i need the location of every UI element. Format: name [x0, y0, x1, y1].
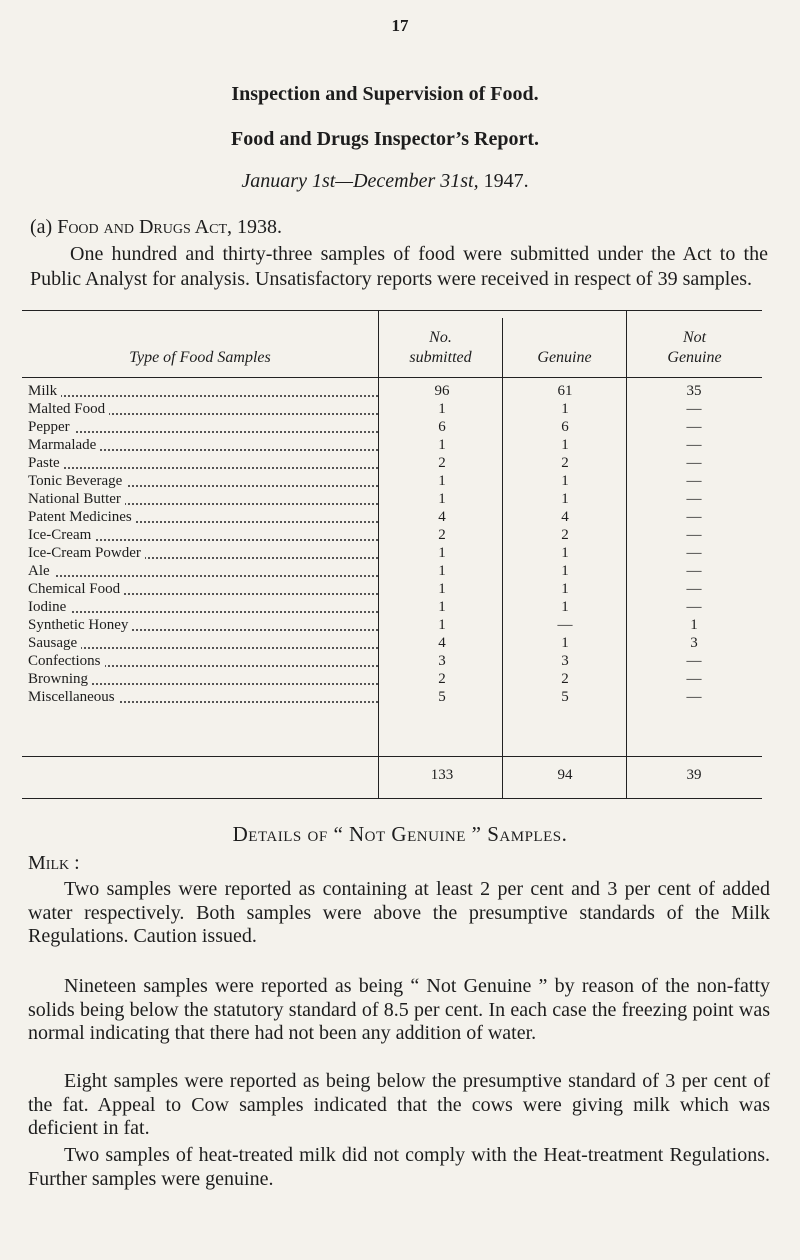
- table-row: [22, 473, 762, 490]
- table-bottom-rule: [22, 798, 762, 799]
- cell-submitted: 1: [438, 545, 446, 561]
- table-row: [22, 599, 762, 616]
- cell-type: [28, 419, 378, 436]
- cell-genuine: 61: [557, 383, 573, 399]
- cell-type: [28, 509, 378, 526]
- cell-genuine: 3: [561, 653, 569, 669]
- cell-type: [28, 545, 378, 562]
- cell-type: [28, 581, 378, 598]
- type-label: National Butter: [28, 491, 125, 507]
- cell-not-genuine: —: [686, 581, 702, 597]
- cell-submitted: 6: [438, 419, 446, 435]
- cell-submitted: 2: [438, 527, 446, 543]
- table-row: [22, 437, 762, 454]
- cell-not-genuine: —: [686, 509, 702, 525]
- table-row: [22, 491, 762, 508]
- milk-heading: Milk :: [28, 852, 80, 874]
- header-genuine: Genuine: [537, 349, 592, 366]
- table-row: [22, 383, 762, 400]
- cell-not-genuine: 35: [686, 383, 702, 399]
- cell-submitted: 1: [438, 581, 446, 597]
- cell-type: [28, 635, 378, 652]
- header-not-genuine-line2: Genuine: [667, 349, 722, 366]
- report-title: Food and Drugs Inspector’s Report.: [231, 128, 539, 150]
- cell-not-genuine: —: [686, 563, 702, 579]
- table-row: [22, 653, 762, 670]
- cell-submitted: 2: [438, 671, 446, 687]
- total-submitted: 133: [430, 767, 454, 783]
- cell-genuine: 2: [561, 671, 569, 687]
- cell-not-genuine: —: [686, 671, 702, 687]
- type-label: Malted Food: [28, 401, 109, 417]
- cell-type: [28, 653, 378, 670]
- cell-submitted: 5: [438, 689, 446, 705]
- table-row: [22, 545, 762, 562]
- milk-paragraph-2: Nineteen samples were reported as being “ Not Genuine ” by reason of the non-fatty solids being below the statutory standard of 8.5 per cent. In each case the freezing point was normal indicating that there had not been any addition of water.: [28, 975, 770, 1044]
- cell-not-genuine: —: [686, 455, 702, 471]
- section-title: Food and Drugs Act, 1938.: [57, 216, 283, 238]
- page-number: 17: [391, 16, 409, 35]
- type-label: Chemical Food: [28, 581, 124, 597]
- type-label: Patent Medicines: [28, 509, 136, 525]
- cell-not-genuine: —: [686, 545, 702, 561]
- table-row: [22, 419, 762, 436]
- cell-submitted: 1: [438, 599, 446, 615]
- cell-submitted: 1: [438, 563, 446, 579]
- cell-not-genuine: —: [686, 689, 702, 705]
- cell-submitted: 4: [438, 509, 446, 525]
- cell-genuine: 5: [561, 689, 569, 705]
- milk-paragraph-4: Two samples of heat-treated milk did not comply with the Heat-treatment Regulations. Further samples were genuine.: [28, 1144, 770, 1190]
- milk-paragraph-1: Two samples were reported as containing at least 2 per cent and 3 per cent of added water respectively. Both samples were above the presumptive standards of the Milk Regulations. Caution issued.: [28, 878, 770, 947]
- cell-type: [28, 383, 378, 400]
- cell-genuine: 1: [561, 437, 569, 453]
- cell-not-genuine: —: [686, 491, 702, 507]
- cell-genuine: 1: [561, 545, 569, 561]
- type-label: Marmalade: [28, 437, 100, 453]
- header-submitted-line1: No.: [429, 329, 452, 346]
- table-row: [22, 509, 762, 526]
- cell-genuine: —: [557, 617, 573, 633]
- section-intro: One hundred and thirty-three samples of food were submitted under the Act to the Public Analyst for analysis. Unsatisfactory reports were received in respect of 39 samples.: [30, 243, 768, 290]
- cell-not-genuine: 1: [690, 617, 698, 633]
- table-row: [22, 689, 762, 706]
- cell-genuine: 1: [561, 473, 569, 489]
- section-label: (a): [30, 216, 53, 238]
- cell-genuine: 1: [561, 599, 569, 615]
- cell-submitted: 1: [438, 437, 446, 453]
- cell-type: [28, 437, 378, 454]
- cell-type: [28, 473, 378, 490]
- cell-type: [28, 689, 378, 706]
- type-label: Tonic Beverage: [28, 473, 126, 489]
- cell-genuine: 6: [561, 419, 569, 435]
- total-rule: [22, 756, 762, 757]
- table-row: [22, 401, 762, 418]
- type-label: Paste: [28, 455, 64, 471]
- header-type: Type of Food Samples: [129, 349, 271, 366]
- header-submitted-line2: submitted: [409, 349, 472, 366]
- cell-not-genuine: —: [686, 653, 702, 669]
- cell-submitted: 3: [438, 653, 446, 669]
- type-label: Synthetic Honey: [28, 617, 132, 633]
- type-label: Ice-Cream: [28, 527, 95, 543]
- table-row: [22, 671, 762, 688]
- cell-genuine: 1: [561, 401, 569, 417]
- cell-type: [28, 401, 378, 418]
- cell-not-genuine: —: [686, 419, 702, 435]
- table-row: [22, 617, 762, 634]
- food-samples-table: [22, 310, 762, 783]
- type-label: Confections: [28, 653, 105, 669]
- type-label: Sausage: [28, 635, 81, 651]
- type-label: Miscellaneous: [28, 689, 119, 705]
- totals-row: [22, 767, 762, 784]
- cell-genuine: 1: [561, 635, 569, 651]
- table-row: [22, 563, 762, 580]
- cell-genuine: 2: [561, 527, 569, 543]
- section-heading: [30, 216, 282, 239]
- cell-type: [28, 671, 378, 688]
- cell-genuine: 4: [561, 509, 569, 525]
- type-label: Iodine: [28, 599, 70, 615]
- report-period-dates: January 1st—December 31st,: [241, 170, 479, 192]
- cell-submitted: 1: [438, 473, 446, 489]
- header-rule: [22, 377, 762, 378]
- table-row: [22, 527, 762, 544]
- cell-type: [28, 617, 378, 634]
- total-genuine: 94: [557, 767, 573, 783]
- cell-submitted: 4: [438, 635, 446, 651]
- cell-type: [28, 527, 378, 544]
- cell-submitted: 96: [434, 383, 450, 399]
- type-label: Ice-Cream Powder: [28, 545, 145, 561]
- cell-not-genuine: —: [686, 527, 702, 543]
- cell-submitted: 2: [438, 455, 446, 471]
- cell-not-genuine: —: [686, 401, 702, 417]
- cell-not-genuine: —: [686, 473, 702, 489]
- type-label: Pepper: [28, 419, 74, 435]
- type-label: Milk: [28, 383, 61, 399]
- milk-paragraph-3: Eight samples were reported as being below the presumptive standard of 3 per cent of the fat. Appeal to Cow samples indicated that the cows were giving milk which was deficient in fat.: [28, 1070, 770, 1139]
- cell-submitted: 1: [438, 491, 446, 507]
- cell-not-genuine: —: [686, 437, 702, 453]
- cell-not-genuine: 3: [690, 635, 698, 651]
- cell-genuine: 1: [561, 563, 569, 579]
- type-label: Browning: [28, 671, 92, 687]
- cell-genuine: 1: [561, 491, 569, 507]
- main-title: Inspection and Supervision of Food.: [231, 83, 539, 105]
- header-not-genuine-line1: Not: [682, 329, 707, 346]
- table-row: [22, 455, 762, 472]
- type-label: Ale: [28, 563, 54, 579]
- cell-type: [28, 563, 378, 580]
- cell-genuine: 1: [561, 581, 569, 597]
- report-period-year: 1947.: [478, 170, 529, 192]
- cell-type: [28, 455, 378, 472]
- table-row: [22, 581, 762, 598]
- cell-type: [28, 491, 378, 508]
- table-top-rule: [22, 310, 762, 311]
- cell-not-genuine: —: [686, 599, 702, 615]
- details-heading: Details of “ Not Genuine ” Samples.: [232, 822, 568, 846]
- cell-submitted: 1: [438, 401, 446, 417]
- total-not-genuine: 39: [686, 767, 702, 783]
- report-period: [0, 170, 770, 193]
- table-row: [22, 635, 762, 652]
- cell-type: [28, 599, 378, 616]
- cell-submitted: 1: [438, 617, 446, 633]
- cell-genuine: 2: [561, 455, 569, 471]
